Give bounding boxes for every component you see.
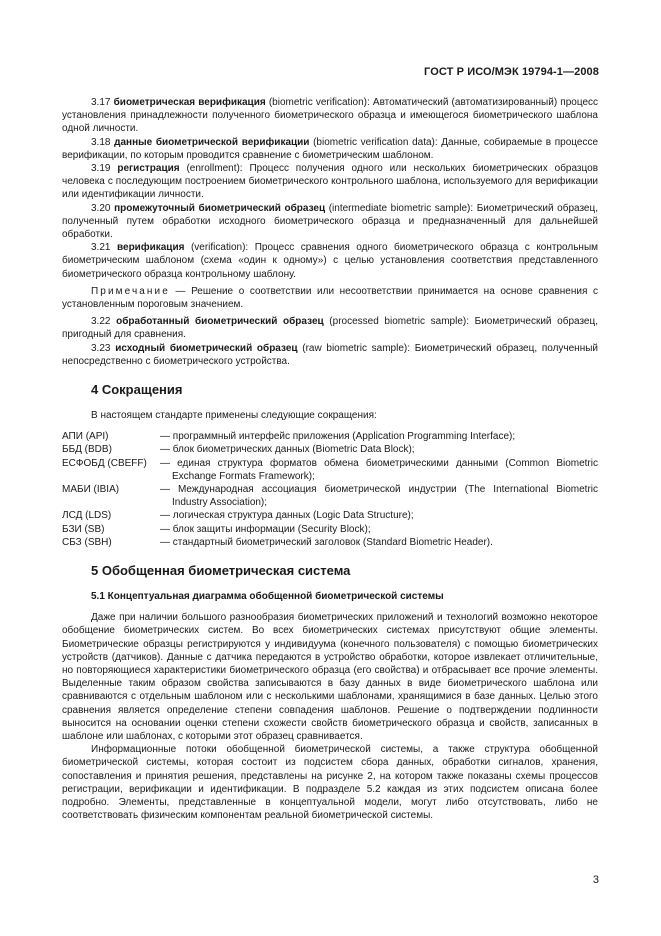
definition-3-18: 3.18 данные биометрической верификации (biometric verification data): Данные, собираемые в процессе верификации, по которым проводится сравнение с биометрическим шаблоном. [62, 136, 599, 161]
abbr-desc: — блок биометрических данных (Biometric Data Block); [160, 444, 415, 456]
abbr-key: БЗИ (SB) [62, 523, 105, 535]
subsection-5-1-title: 5.1 Концептуальная диаграмма обобщенной биометрической системы [91, 591, 444, 603]
note-label: Примечание [91, 285, 170, 297]
definition-3-19: 3.19 регистрация (enrollment): Процесс получения одного или нескольких биометрических образцов человека с последующим построением биометрического контрольного шаблона, используемого для верификации или идентификации личности. [62, 163, 599, 201]
abbr-key: МАБИ (IBIA) [62, 484, 120, 496]
section-4-intro: В настоящем стандарте применены следующие сокращения: [91, 410, 377, 422]
abbr-key: СБЗ (SBH) [62, 536, 112, 548]
section-5-paragraph-2: Информационные потоки обобщенной биометрической системы, а также структура обобщенной биометрической системы, которая состоит из подсистем сбора данных, обработки сигналов, хранения, сопоставления и принятия решения, представлены на рисунке 2, на котором также показаны схемы процессов регистрации, верификации и идентификации. В подразделе 5.2 каждая из этих подсистем описана более подробно. Элементы, представленные в концептуальной модели, могут либо отсутствовать, либо не соответствовать физическим компонентам реальной биометрической системы. [62, 744, 598, 822]
abbr-desc: — логическая структура данных (Logic Data Structure); [160, 510, 414, 522]
abbr-key: ББД (BDB) [62, 444, 112, 456]
abbr-desc: — программный интерфейс приложения (Application Programming Interface); [160, 431, 516, 443]
abbr-key: ЕСФОБД (CBEFF) [62, 457, 147, 469]
abbr-desc: — стандартный биометрический заголовок (Standard Biometric Header). [160, 536, 493, 548]
abbreviation-list [62, 430, 598, 549]
page-number: 3 [592, 874, 599, 886]
abbr-desc: — блок защиты информации (Security Block); [160, 523, 371, 535]
section-4-title: 4 Сокращения [91, 382, 183, 398]
abbr-key: ЛСД (LDS) [62, 510, 112, 522]
document-body [62, 96, 598, 822]
abbr-desc: — единая структура форматов обмена биометрическими данными (Common Biometric Exchange Formats Framework); [160, 457, 598, 482]
definition-3-20: 3.20 промежуточный биометрический образец (intermediate biometric sample): Биометрический образец, полученный путем обработки исходного биометрического образца и предназначенный для дальнейшей обработки. [62, 202, 599, 241]
section-5-paragraph-1: Даже при наличии большого разнообразия биометрических приложений и технологий возможно некоторое обобщение биометрических систем. Во всех биометрических системах присутствуют общие элементы. Биометрические образцы регистрируются у индивидуума (конечного пользователя) с помощью биометрических устройств (датчиков). Данные с датчика передаются в устройство обработки, которое извлекает отличительные, но повторяющиеся характеристики биометрического образца (его свойства) и отбрасывает все прочие элементы. Выделенные таким образом свойства записываются в базу данных в виде биометрического шаблона или сравниваются с отдельным шаблоном или с несколькими шаблонами, хранящимися в базе данных. Целью этого сравнения является определение степени совпадения шаблонов. Решение о подтверждении подлинности выносится на основании оценки степени схожести свойств биометрического образца и свойств, записанных в шаблоне или шаблонах, с которыми этот образец сравнивается. [62, 612, 598, 742]
document-header: ГОСТ Р ИСО/МЭК 19794-1—2008 [424, 66, 599, 78]
abbr-desc: — Международная ассоциация биометрической индустрии (The International Biometric Industry Association); [160, 484, 598, 509]
abbr-key: АПИ (API) [62, 431, 109, 443]
section-5-title: 5 Обобщенная биометрическая система [91, 563, 351, 579]
definition-3-23: 3.23 исходный биометрический образец (raw biometric sample): Биометрический образец, полученный непосредственно с биометрического устройства. [62, 342, 599, 367]
definition-3-22: 3.22 обработанный биометрический образец (processed biometric sample): Биометрический образец, пригодный для сравнения. [62, 316, 598, 341]
note: Примечание — Решение о соответствии или несоответствии принимается на основе сравнения с установленным пороговым значением. [62, 285, 598, 311]
definition-3-17: 3.17 биометрическая верификация (biometric verification): Автоматический (автоматизированный) процесс установления принадлежности полученного биометрического образца и имеющегося биометрического шаблона одной личности. [62, 97, 599, 135]
definition-3-21: 3.21 верификация (verification): Процесс сравнения одного биометрического образца с контрольным биометрическим шаблоном (схема «один к одному») с целью установления соответствия представленного биометрического образца контрольному шаблону. [62, 242, 599, 280]
